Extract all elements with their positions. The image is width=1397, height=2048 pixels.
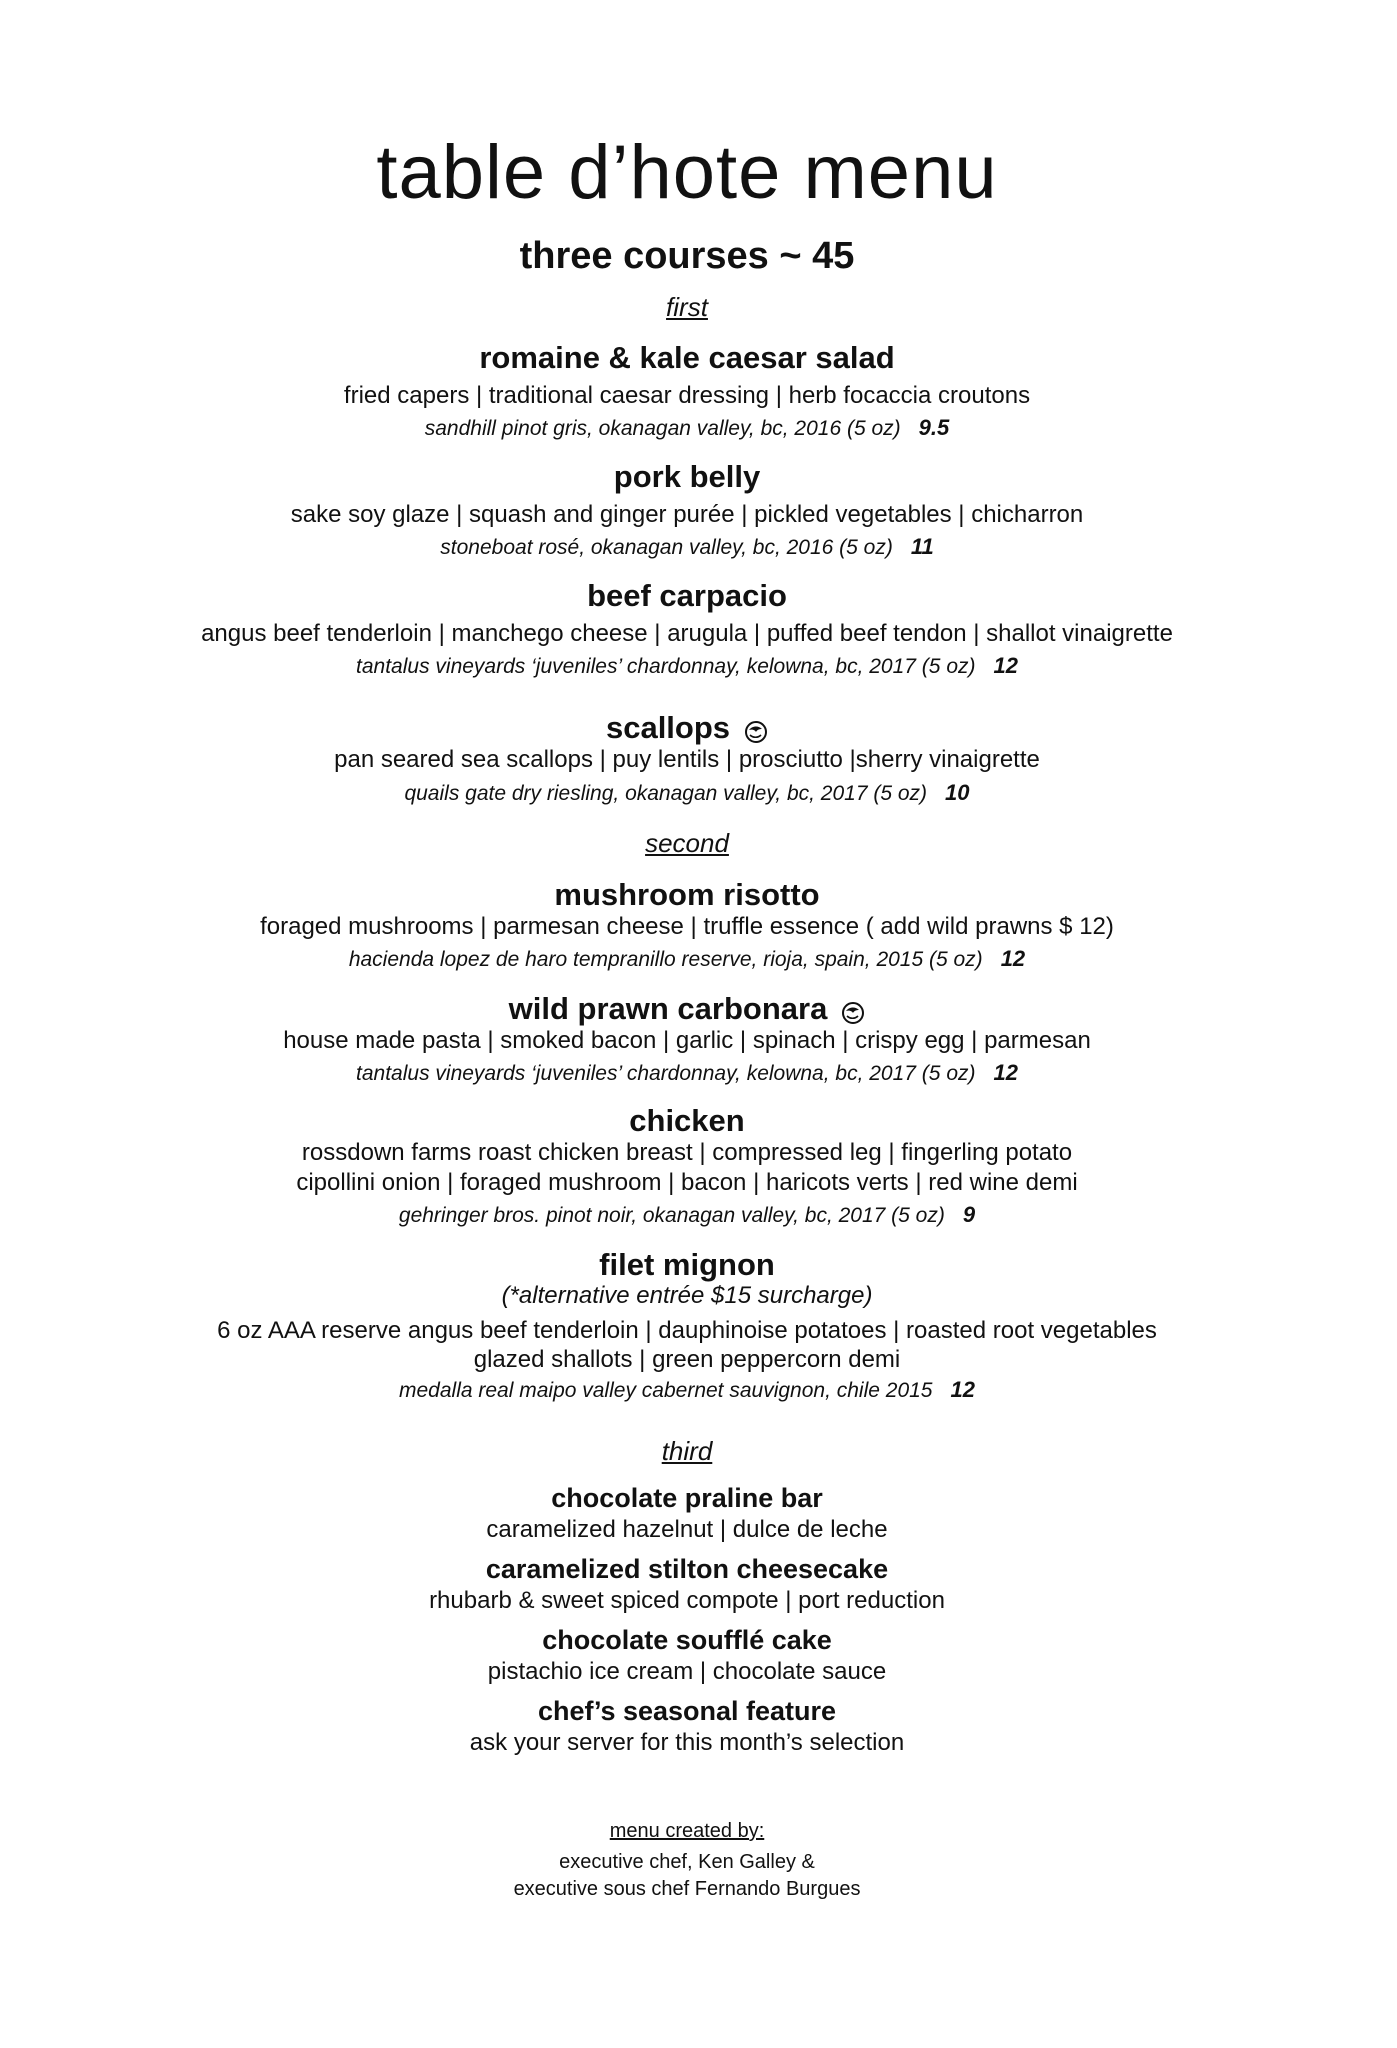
dish-name: chocolate praline bar [551, 1483, 823, 1513]
dish-name-line [0, 879, 1374, 910]
dish-description: ask your server for this month’s selection [469, 1729, 905, 1756]
dish-note: (*alternative entrée $15 surcharge) [501, 1282, 873, 1309]
dish-description: caramelized hazelnut | dulce de leche [486, 1516, 888, 1543]
wine-name: sandhill pinot gris, okanagan valley, bc, 2016 (5 oz) [424, 417, 901, 440]
dish-name-line [0, 580, 1374, 611]
dish-name: chocolate soufflé cake [542, 1625, 832, 1655]
wine-price: 12 [950, 1377, 975, 1402]
dish-name-line [0, 1627, 1374, 1654]
wine-pairing [0, 417, 1374, 439]
dish-name-line [0, 712, 1374, 743]
wine-price: 9 [962, 1202, 976, 1227]
dish-description: cipollini onion | foraged mushroom | bacon | haricots verts | red wine demi [296, 1169, 1078, 1196]
wine-pairing [0, 782, 1374, 804]
ocean-wise-icon [744, 718, 768, 742]
dish-name: mushroom risotto [554, 877, 820, 912]
wine-pairing [0, 536, 1374, 558]
menu-title: table d’hote menu [376, 130, 998, 215]
dish-description: 6 oz AAA reserve angus beef tenderloin | dauphinoise potatoes | roasted root vegetables [217, 1317, 1157, 1344]
dish-description: pan seared sea scallops | puy lentils | prosciutto |sherry vinaigrette [334, 746, 1040, 773]
dish-name: romaine & kale caesar salad [479, 340, 895, 375]
wine-name: tantalus vineyards ‘juveniles’ chardonnay, kelowna, bc, 2017 (5 oz) [356, 655, 976, 678]
dish-name: chef’s seasonal feature [537, 1696, 837, 1726]
wine-price: 12 [1000, 946, 1026, 971]
dish-description: rhubarb & sweet spiced compote | port reduction [429, 1587, 945, 1614]
dish-name: pork belly [613, 459, 761, 494]
wine-name: tantalus vineyards ‘juveniles’ chardonnay, kelowna, bc, 2017 (5 oz) [356, 1062, 976, 1085]
dish-name-line [0, 1556, 1374, 1583]
dish-name-line [0, 342, 1374, 373]
credits-line: executive sous chef Fernando Burgues [513, 1878, 861, 1900]
course-heading: first [666, 292, 708, 322]
dish-name: wild prawn carbonara [508, 991, 828, 1026]
wine-name: quails gate dry riesling, okanagan valley, bc, 2017 (5 oz) [404, 782, 928, 805]
dish-description: glazed shallots | green peppercorn demi [473, 1346, 901, 1373]
dish-description: pistachio ice cream | chocolate sauce [487, 1658, 887, 1685]
course-heading: second [645, 828, 729, 858]
course-heading: third [661, 1436, 713, 1466]
wine-price: 12 [993, 653, 1018, 678]
wine-price: 12 [993, 1060, 1018, 1085]
wine-price: 10 [945, 780, 970, 805]
wine-pairing [0, 1204, 1374, 1226]
ocean-wise-icon [841, 999, 865, 1023]
credits-line: executive chef, Ken Galley & [559, 1851, 815, 1873]
dish-name-line [0, 1698, 1374, 1725]
credits-heading: menu created by: [609, 1820, 765, 1842]
wine-pairing [0, 1062, 1374, 1084]
wine-name: medalla real maipo valley cabernet sauvignon, chile 2015 [399, 1379, 933, 1402]
menu-subtitle: three courses ~ 45 [519, 235, 855, 277]
dish-name: caramelized stilton cheesecake [485, 1554, 889, 1584]
dish-name-line [0, 1249, 1374, 1280]
wine-pairing [0, 655, 1374, 677]
dish-description: fried capers | traditional caesar dressing | herb focaccia croutons [343, 382, 1031, 409]
dish-description: house made pasta | smoked bacon | garlic | spinach | crispy egg | parmesan [283, 1027, 1091, 1054]
dish-name-line [0, 1485, 1374, 1512]
wine-pairing [0, 948, 1374, 970]
dish-name-line [0, 1105, 1374, 1136]
dish-description: foraged mushrooms | parmesan cheese | truffle essence ( add wild prawns $ 12) [260, 913, 1114, 940]
dish-name-line [0, 993, 1374, 1024]
wine-pairing [0, 1379, 1374, 1401]
dish-name: chicken [629, 1103, 745, 1138]
dish-description: rossdown farms roast chicken breast | compressed leg | fingerling potato [301, 1139, 1073, 1166]
wine-name: hacienda lopez de haro tempranillo reserve, rioja, spain, 2015 (5 oz) [348, 948, 983, 971]
wine-name: stoneboat rosé, okanagan valley, bc, 2016 (5 oz) [440, 536, 893, 559]
dish-description: sake soy glaze | squash and ginger purée | pickled vegetables | chicharron [290, 501, 1084, 528]
wine-name: gehringer bros. pinot noir, okanagan valley, bc, 2017 (5 oz) [398, 1204, 945, 1227]
dish-name: scallops [605, 710, 731, 745]
wine-price: 11 [910, 534, 934, 559]
dish-name-line [0, 461, 1374, 492]
wine-price: 9.5 [918, 415, 950, 440]
dish-description: angus beef tenderloin | manchego cheese | arugula | puffed beef tendon | shallot vinaigrette [201, 620, 1173, 647]
dish-name: filet mignon [599, 1247, 775, 1282]
dish-name: beef carpacio [587, 578, 787, 613]
